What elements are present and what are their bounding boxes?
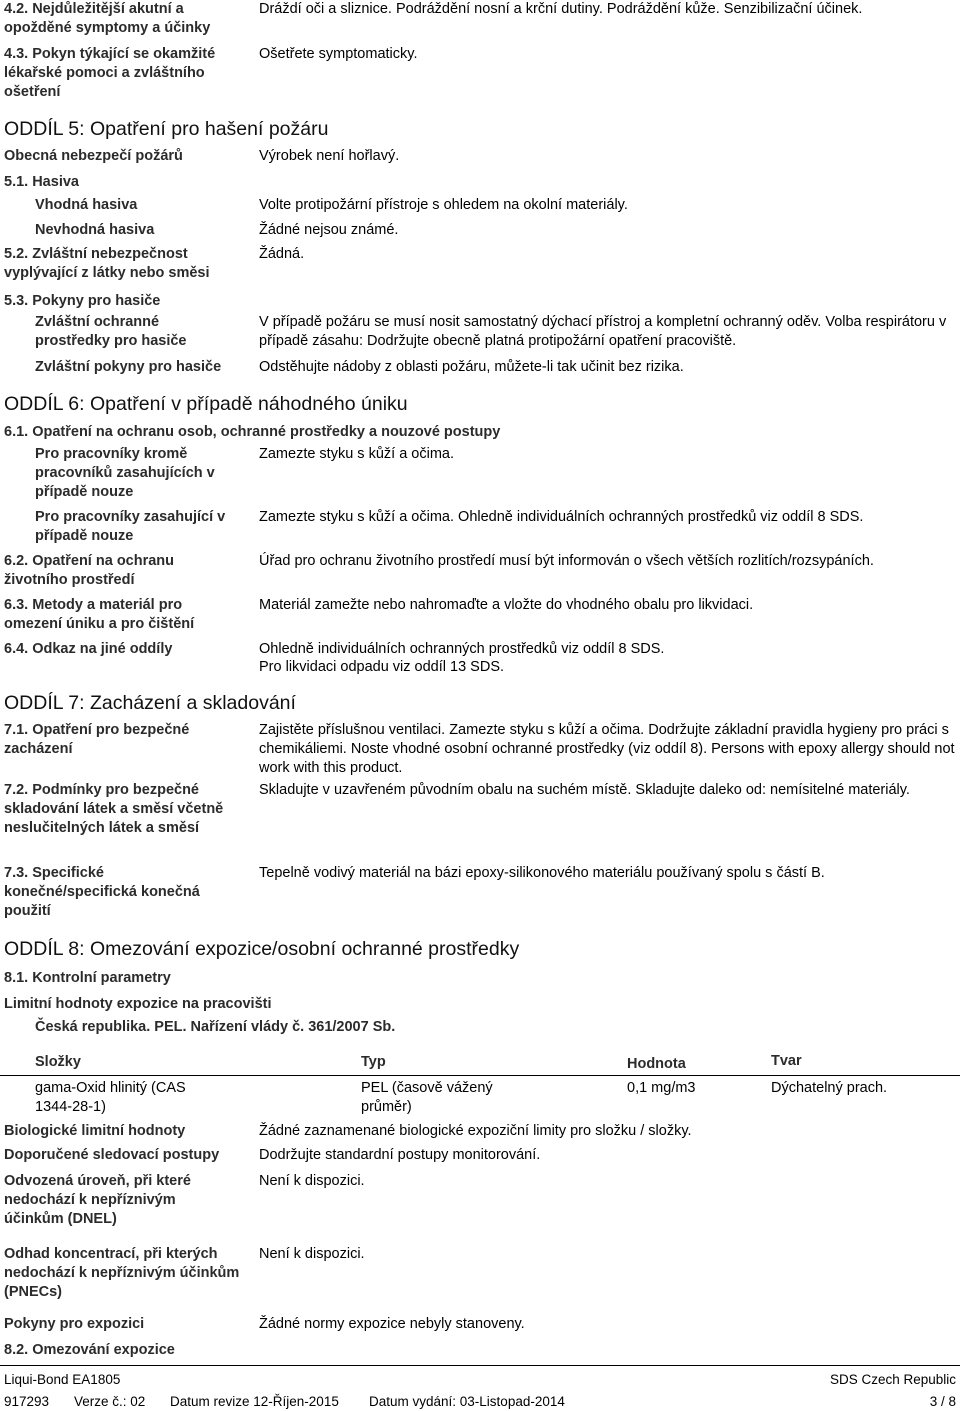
general-hazards-label: Obecná nebezpečí požárů [4,148,183,164]
table-header-type: Typ [361,1054,386,1070]
section-4-3-value: Ošetřete symptomaticky. [259,46,418,62]
section-4-2-value: Dráždí oči a sliznice. Podráždění nosní a krční dutiny. Podráždění kůže. Senzibilizační účinek. [259,1,863,17]
footer-rule [0,1365,960,1366]
section-6-2-value: Úřad pro ochranu životního prostředí musí být informován o všech větších rozlitích/rozsypáních. [259,553,874,569]
suitable-media-label: Vhodná hasiva [35,197,138,213]
table-header-form: Tvar [771,1053,802,1069]
section-8-2-heading: 8.2. Omezování expozice [4,1342,175,1358]
emergency-label: Pro pracovníky zasahující v případě nouze [35,509,226,544]
section-6-4-heading: 6.4. Odkaz na jiné oddíly [4,641,173,657]
section-7-2-heading: 7.2. Podmínky pro bezpečné skladování látek a směsí včetně neslučitelných látek a směsí [4,782,224,836]
dnel-label: Odvozená úroveň, při které nedochází k nepříznivým účinkům (DNEL) [4,1173,191,1227]
section-5-title: ODDÍL 5: Opatření pro hašení požáru [4,118,329,140]
firefighter-instructions-value: Odstěhujte nádoby z oblasti požáru, můžete-li tak učinit bez rizika. [259,359,684,375]
table-cell-value: 0,1 mg/m3 [627,1080,696,1096]
section-4-2-label: 4.2. Nejdůležitější akutní a opožděné symptomy a účinky [4,1,211,36]
section-6-title: ODDÍL 6: Opatření v případě náhodného úniku [4,393,408,415]
section-5-3-heading: 5.3. Pokyny pro hasiče [4,293,161,309]
section-8-1-heading: 8.1. Kontrolní parametry [4,970,171,986]
footer-product-name: Liqui-Bond EA1805 [4,1372,121,1387]
section-7-1-heading: 7.1. Opatření pro bezpečné zacházení [4,722,190,757]
pnec-value: Není k dispozici. [259,1246,365,1262]
table-header-value: Hodnota [627,1056,686,1072]
section-6-4-value-line2: Pro likvidaci odpadu viz oddíl 13 SDS. [259,659,505,675]
section-7-2-value: Skladujte v uzavřeném původním obalu na suchém místě. Skladujte daleko od: nemísitelné materiály. [259,782,910,798]
section-5-1-heading: 5.1. Hasiva [4,174,79,190]
unsuitable-media-value: Žádné nejsou známé. [259,222,399,238]
biological-limits-label: Biologické limitní hodnoty [4,1123,186,1139]
table-cell-type: PEL (časově vážený průměr) [361,1080,493,1115]
section-5-2-value: Žádná. [259,246,305,262]
dnel-value: Není k dispozici. [259,1173,365,1189]
oel-country: Česká republika. PEL. Nařízení vlády č. 361/2007 Sb. [35,1019,396,1035]
footer-page-number: 3 / 8 [929,1394,956,1409]
non-emergency-label: Pro pracovníky kromě pracovníků zasahujících v případě nouze [35,446,215,500]
footer-version: Verze č.: 02 [74,1394,146,1409]
section-4-3-label: 4.3. Pokyn týkající se okamžité lékařské pomoci a zvláštního ošetření [4,46,216,100]
suitable-media-value: Volte protipožární přístroje s ohledem na okolní materiály. [259,197,628,213]
section-5-2-heading: 5.2. Zvláštní nebezpečnost vyplývající z látky nebo směsi [4,246,210,281]
table-header-rule [0,1075,960,1076]
exposure-guidelines-label: Pokyny pro expozici [4,1316,145,1332]
footer-issue-date: Datum vydání: 03-Listopad-2014 [369,1394,565,1409]
firefighter-instructions-label: Zvláštní pokyny pro hasiče [35,359,222,375]
section-6-1-heading: 6.1. Opatření na ochranu osob, ochranné prostředky a nouzové postupy [4,424,501,440]
section-7-1-value: Zajistěte příslušnou ventilaci. Zamezte styku s kůží a očima. Dodržujte základní pravidla hygieny pro práci s chemikáliemi. Noste vhodné osobní ochranné prostředky (viz oddíl 8). Persons with epoxy allergy should not work with this product. [259,722,955,776]
table-cell-form: Dýchatelný prach. [771,1080,888,1096]
exposure-guidelines-value: Žádné normy expozice nebyly stanoveny. [259,1316,525,1332]
section-7-3-value: Tepelně vodivý materiál na bázi epoxy-silikonového materiálu používaný spolu s částí B. [259,865,825,881]
general-hazards-value: Výrobek není hořlavý. [259,148,400,164]
non-emergency-value: Zamezte styku s kůží a očima. [259,446,455,462]
section-7-title: ODDÍL 7: Zacházení a skladování [4,692,296,714]
pnec-label: Odhad koncentrací, při kterých nedochází k nepříznivým účinkům (PNECs) [4,1246,240,1300]
section-7-3-heading: 7.3. Specifické konečné/specifická konečná použití [4,865,200,919]
table-header-components: Složky [35,1054,81,1070]
biological-limits-value: Žádné zaznamenané biologické expoziční limity pro složku / složky. [259,1123,692,1139]
footer-region: SDS Czech Republic [829,1372,956,1387]
footer-revision-date: Datum revize 12-Říjen-2015 [170,1394,339,1409]
oel-heading: Limitní hodnoty expozice na pracovišti [4,996,272,1012]
ppe-firefighters-label: Zvláštní ochranné prostředky pro hasiče [35,314,187,349]
section-6-4-value-line1: Ohledně individuálních ochranných prostředků viz oddíl 8 SDS. [259,641,665,657]
ppe-firefighters-value: V případě požáru se musí nosit samostatný dýchací přístroj a kompletní ochranný oděv. Volba respirátoru v případě zásahu: Dodržujte obecně platná protipožární opatření pracoviště. [259,314,947,349]
section-6-2-heading: 6.2. Opatření na ochranu životního prostředí [4,553,175,588]
unsuitable-media-label: Nevhodná hasiva [35,222,155,238]
emergency-value: Zamezte styku s kůží a očima. Ohledně individuálních ochranných prostředků viz oddíl 8 SDS. [259,509,864,525]
section-6-3-value: Materiál zamežte nebo nahromaďte a vložte do vhodného obalu pro likvidaci. [259,597,754,613]
table-cell-component: gama-Oxid hlinitý (CAS 1344-28-1) [35,1080,186,1115]
footer-product-code: 917293 [4,1394,50,1409]
section-6-3-heading: 6.3. Metody a materiál pro omezení úniku a pro čištění [4,597,195,632]
monitoring-label: Doporučené sledovací postupy [4,1147,220,1163]
section-8-title: ODDÍL 8: Omezování expozice/osobní ochranné prostředky [4,938,520,960]
monitoring-value: Dodržujte standardní postupy monitorování. [259,1147,541,1163]
